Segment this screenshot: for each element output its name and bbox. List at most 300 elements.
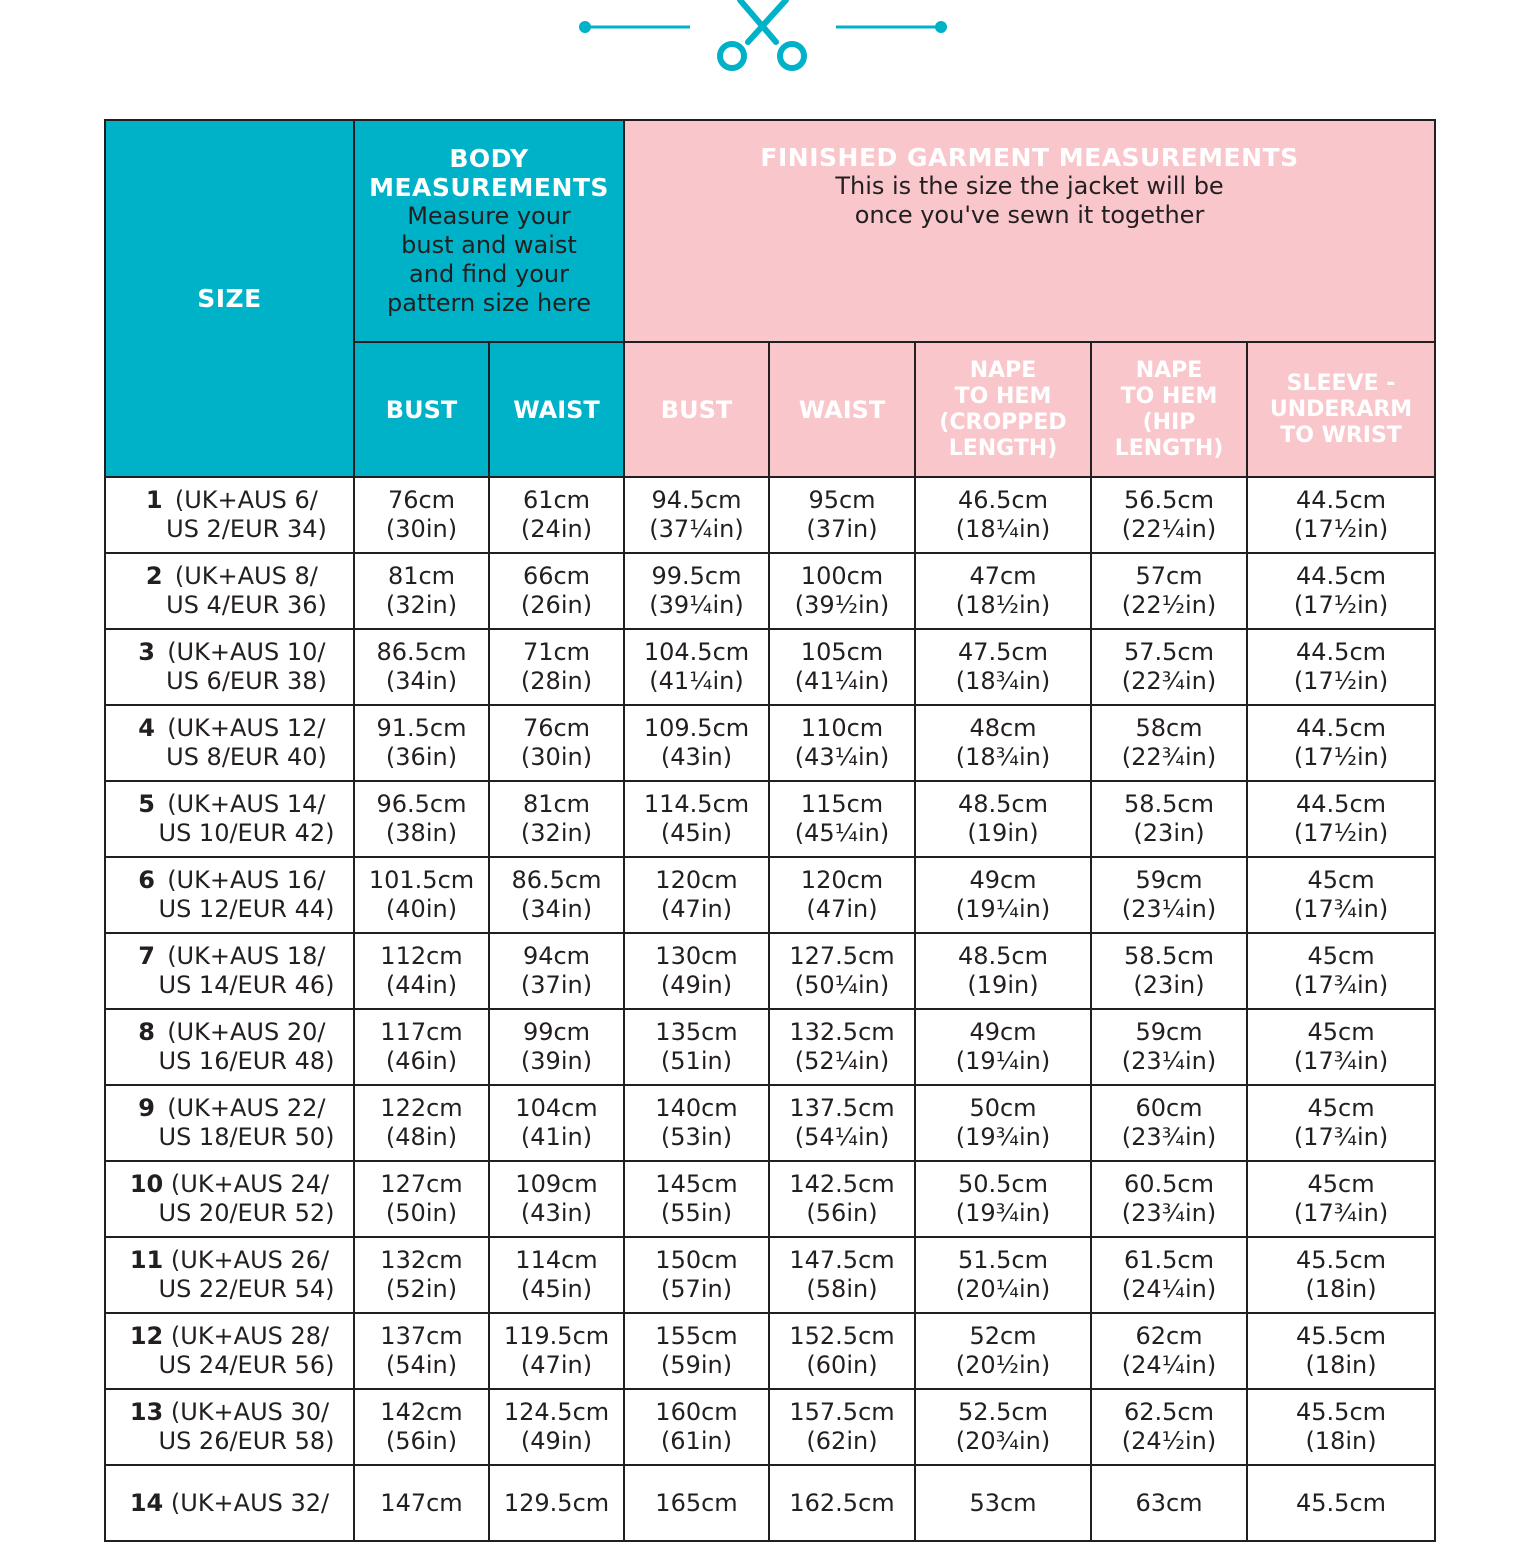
measurement-cell	[624, 477, 769, 553]
measurement-cm: 44.5cm	[1296, 638, 1387, 666]
measurement-cell	[1247, 629, 1435, 705]
measurement-inches: (54¼in)	[794, 1123, 890, 1151]
measurement-inches: (41in)	[520, 1123, 593, 1151]
measurement-cell	[354, 933, 489, 1009]
measurement-cm: 162.5cm	[789, 1488, 895, 1517]
measurement-inches: (41¼in)	[794, 667, 890, 695]
measurement-cell	[1247, 1009, 1435, 1085]
measurement-cell	[1247, 781, 1435, 857]
measurement-inches: (37¼in)	[649, 515, 744, 543]
size-cell	[105, 1313, 354, 1389]
measurement-cell	[769, 1313, 915, 1389]
measurement-cm: 49cm	[969, 1018, 1037, 1046]
measurement-inches: (23¼in)	[1121, 1047, 1217, 1075]
measurement-cell	[915, 477, 1091, 553]
size-number: 4	[138, 714, 155, 742]
measurement-cm: 52.5cm	[957, 1398, 1048, 1426]
measurement-cm: 91.5cm	[376, 714, 467, 742]
measurement-inches: (54in)	[385, 1351, 458, 1379]
measurement-inches: (17¾in)	[1293, 1123, 1389, 1151]
measurement-cm: 130cm	[655, 942, 738, 970]
measurement-inches: (20½in)	[955, 1351, 1051, 1379]
size-number: 7	[138, 942, 155, 970]
measurement-inches: (48in)	[385, 1123, 458, 1151]
measurement-cell	[1091, 1465, 1247, 1541]
size-cell	[105, 705, 354, 781]
measurement-cm: 45cm	[1307, 1094, 1375, 1122]
size-cell	[105, 1389, 354, 1465]
measurement-inches: (17½in)	[1293, 819, 1389, 847]
measurement-inches: (22¼in)	[1121, 515, 1217, 543]
measurement-cm: 127cm	[380, 1170, 463, 1198]
measurement-cm: 120cm	[655, 866, 738, 894]
measurement-cell	[354, 1085, 489, 1161]
measurement-cm: 81cm	[387, 562, 456, 590]
size-label-2: US 26/EUR 58)	[158, 1427, 335, 1455]
measurement-inches: (52in)	[385, 1275, 458, 1303]
measurement-cm: 109cm	[515, 1170, 598, 1198]
measurement-cm: 44.5cm	[1296, 790, 1387, 818]
size-number: 1	[145, 486, 163, 514]
measurement-cm: 137cm	[380, 1322, 463, 1350]
table-row	[105, 705, 1435, 781]
size-label-2: US 4/EUR 36)	[166, 591, 327, 619]
table-row	[105, 781, 1435, 857]
measurement-cm: 142cm	[380, 1398, 463, 1426]
measurement-inches: (57in)	[660, 1275, 733, 1303]
measurement-cell	[915, 1237, 1091, 1313]
measurement-cm: 127.5cm	[789, 942, 895, 970]
measurement-cell	[769, 477, 915, 553]
measurement-cell	[624, 705, 769, 781]
measurement-cell	[915, 781, 1091, 857]
measurement-cm: 86.5cm	[376, 638, 467, 666]
nape-hip-l4: LENGTH)	[1114, 435, 1224, 461]
measurement-cm: 86.5cm	[511, 866, 602, 894]
measurement-inches: (39¼in)	[649, 591, 744, 619]
size-label-2: US 2/EUR 34)	[166, 515, 327, 543]
measurement-cell	[1091, 629, 1247, 705]
size-label-1: (UK+AUS 26/	[170, 1246, 330, 1274]
measurement-cm: 44.5cm	[1296, 562, 1387, 590]
measurement-inches: (17¾in)	[1293, 1047, 1389, 1075]
measurement-cm: 56.5cm	[1123, 486, 1214, 514]
size-label-1: (UK+AUS 18/	[167, 942, 326, 970]
measurement-cell	[624, 1237, 769, 1313]
size-label-2: US 20/EUR 52)	[158, 1199, 335, 1227]
measurement-inches: (17¾in)	[1293, 971, 1389, 999]
measurement-inches: (17½in)	[1293, 591, 1389, 619]
measurement-cell	[489, 1085, 624, 1161]
measurement-inches: (59in)	[660, 1351, 733, 1379]
size-cell	[105, 857, 354, 933]
nape-cropped-l4: LENGTH)	[948, 435, 1058, 461]
measurement-cm: 142.5cm	[789, 1170, 895, 1198]
size-label-1: (UK+AUS 14/	[167, 790, 326, 818]
measurement-cm: 57cm	[1135, 562, 1203, 590]
measurement-inches: (61in)	[660, 1427, 733, 1455]
measurement-cm: 124.5cm	[503, 1398, 610, 1426]
measurement-cell	[915, 1389, 1091, 1465]
measurement-cm: 71cm	[522, 638, 591, 666]
size-label-1: (UK+AUS 28/	[170, 1322, 330, 1350]
measurement-inches: (46in)	[385, 1047, 458, 1075]
size-label-1: (UK+AUS 6/	[174, 486, 318, 514]
measurement-cm: 81cm	[522, 790, 591, 818]
measurement-inches: (19in)	[967, 971, 1039, 999]
measurement-cell	[1091, 857, 1247, 933]
measurement-cell	[624, 781, 769, 857]
measurement-inches: (40in)	[385, 895, 458, 923]
table-row	[105, 629, 1435, 705]
measurement-cm: 94cm	[522, 942, 591, 970]
body-waist-header: WAIST	[489, 342, 624, 477]
measurement-cell	[769, 933, 915, 1009]
measurement-inches: (23in)	[1133, 971, 1205, 999]
measurement-inches: (55in)	[660, 1199, 733, 1227]
measurement-cell	[354, 1389, 489, 1465]
size-number: 2	[145, 562, 163, 590]
measurement-cm: 76cm	[387, 486, 456, 514]
measurement-inches: (58in)	[806, 1275, 878, 1303]
measurement-cell	[915, 1009, 1091, 1085]
measurement-cell	[489, 705, 624, 781]
measurement-cell	[624, 1313, 769, 1389]
measurement-cm: 44.5cm	[1296, 486, 1387, 514]
size-label-2: US 18/EUR 50)	[158, 1123, 335, 1151]
finished-header-sub-2: once you've sewn it together	[854, 201, 1205, 229]
measurement-cm: 60.5cm	[1123, 1170, 1214, 1198]
measurement-cm: 57.5cm	[1123, 638, 1214, 666]
sleeve-l2: UNDERARM	[1269, 396, 1413, 422]
measurement-cm: 58.5cm	[1123, 790, 1214, 818]
size-cell	[105, 1085, 354, 1161]
measurement-cm: 132.5cm	[789, 1018, 895, 1046]
measurement-cell	[1091, 1313, 1247, 1389]
measurement-inches: (24in)	[520, 515, 593, 543]
measurement-cm: 147.5cm	[789, 1246, 895, 1274]
measurement-inches: (30in)	[385, 515, 458, 543]
measurement-inches: (60in)	[806, 1351, 878, 1379]
measurement-cell	[354, 1465, 489, 1541]
measurement-inches: (47in)	[520, 1351, 593, 1379]
nape-hip-l3: (HIP	[1142, 409, 1196, 435]
measurement-cell	[489, 857, 624, 933]
measurement-cell	[354, 705, 489, 781]
measurement-inches: (51in)	[660, 1047, 733, 1075]
body-header-title-1: BODY	[449, 144, 529, 173]
measurement-inches: (34in)	[385, 667, 458, 695]
measurement-cell	[489, 1389, 624, 1465]
size-label-2: US 14/EUR 46)	[158, 971, 335, 999]
measurement-cm: 117cm	[380, 1018, 463, 1046]
size-number: 11	[129, 1246, 164, 1274]
measurement-cm: 45.5cm	[1296, 1398, 1387, 1426]
measurement-cell	[489, 477, 624, 553]
measurement-inches: (32in)	[520, 819, 593, 847]
measurement-inches: (30in)	[520, 743, 593, 771]
measurement-inches: (17½in)	[1293, 743, 1389, 771]
measurement-cm: 101.5cm	[368, 866, 475, 894]
measurement-cell	[1247, 553, 1435, 629]
body-measurements-header	[354, 120, 624, 342]
measurement-cm: 48.5cm	[957, 942, 1048, 970]
measurement-cell	[915, 1161, 1091, 1237]
measurement-cell	[915, 933, 1091, 1009]
measurement-cell	[915, 857, 1091, 933]
nape-cropped-header	[915, 342, 1091, 477]
measurement-inches: (45in)	[660, 819, 733, 847]
size-cell	[105, 629, 354, 705]
table-row	[105, 477, 1435, 553]
measurement-inches: (62in)	[806, 1427, 878, 1455]
size-label-1: (UK+AUS 20/	[167, 1018, 326, 1046]
measurement-cm: 47.5cm	[957, 638, 1048, 666]
measurement-inches: (49in)	[520, 1427, 593, 1455]
measurement-cm: 50.5cm	[957, 1170, 1048, 1198]
measurement-cm: 129.5cm	[503, 1488, 610, 1517]
measurement-inches: (23¼in)	[1121, 895, 1217, 923]
measurement-inches: (49in)	[660, 971, 733, 999]
scissors-icon	[720, 0, 804, 68]
measurement-cm: 165cm	[655, 1488, 738, 1517]
measurement-cm: 48cm	[969, 714, 1037, 742]
measurement-cell	[1091, 781, 1247, 857]
measurement-cell	[1091, 933, 1247, 1009]
measurement-cell	[915, 1085, 1091, 1161]
measurement-cm: 145cm	[655, 1170, 738, 1198]
measurement-cell	[915, 629, 1091, 705]
measurement-cell	[489, 1465, 624, 1541]
measurement-cm: 53cm	[969, 1488, 1037, 1517]
measurement-cell	[1247, 1313, 1435, 1389]
measurement-cm: 45cm	[1307, 1170, 1375, 1198]
measurement-cell	[354, 857, 489, 933]
size-cell	[105, 1237, 354, 1313]
size-cell	[105, 477, 354, 553]
measurement-cm: 49cm	[969, 866, 1037, 894]
measurement-cell	[354, 1009, 489, 1085]
measurement-inches: (18½in)	[955, 591, 1051, 619]
measurement-inches: (43in)	[520, 1199, 593, 1227]
size-cell	[105, 1009, 354, 1085]
measurement-cm: 114cm	[515, 1246, 598, 1274]
measurement-inches: (24¼in)	[1121, 1275, 1217, 1303]
size-chart-body	[105, 477, 1435, 1541]
table-row	[105, 857, 1435, 933]
measurement-cell	[624, 629, 769, 705]
measurement-cm: 160cm	[655, 1398, 738, 1426]
size-label-2: US 6/EUR 38)	[166, 667, 327, 695]
measurement-inches: (47in)	[660, 895, 733, 923]
measurement-cell	[769, 1389, 915, 1465]
measurement-cell	[624, 1085, 769, 1161]
measurement-cell	[1247, 477, 1435, 553]
measurement-inches: (17¾in)	[1293, 1199, 1389, 1227]
measurement-cm: 51.5cm	[957, 1246, 1048, 1274]
measurement-cell	[915, 553, 1091, 629]
finished-garment-header	[624, 120, 1435, 342]
finished-bust-header: BUST	[624, 342, 769, 477]
size-cell	[105, 781, 354, 857]
measurement-inches: (52¼in)	[794, 1047, 890, 1075]
measurement-inches: (19¼in)	[955, 1047, 1051, 1075]
measurement-inches: (22½in)	[1121, 591, 1217, 619]
divider-dot-left	[579, 21, 591, 33]
measurement-inches: (37in)	[806, 515, 878, 543]
measurement-cell	[1091, 1085, 1247, 1161]
measurement-cell	[1247, 857, 1435, 933]
measurement-cm: 52cm	[969, 1322, 1037, 1350]
measurement-cm: 155cm	[655, 1322, 738, 1350]
table-row	[105, 1009, 1435, 1085]
measurement-cm: 150cm	[655, 1246, 738, 1274]
size-label-1: (UK+AUS 24/	[170, 1170, 330, 1198]
measurement-cm: 100cm	[800, 562, 884, 590]
nape-cropped-l1: NAPE	[969, 357, 1037, 383]
finished-header-sub-1: This is the size the jacket will be	[835, 172, 1224, 200]
size-number: 10	[129, 1170, 164, 1198]
measurement-inches: (43¼in)	[794, 743, 890, 771]
measurement-cell	[769, 1009, 915, 1085]
nape-cropped-l3: (CROPPED	[939, 409, 1067, 435]
measurement-cell	[1091, 1389, 1247, 1465]
measurement-inches: (23¾in)	[1121, 1199, 1217, 1227]
measurement-cell	[1247, 705, 1435, 781]
measurement-cell	[1247, 1237, 1435, 1313]
sleeve-l1: SLEEVE -	[1286, 370, 1396, 396]
sleeve-l3: TO WRIST	[1280, 422, 1402, 448]
table-row	[105, 1389, 1435, 1465]
size-number: 6	[138, 866, 155, 894]
measurement-cm: 137.5cm	[789, 1094, 895, 1122]
measurement-inches: (56in)	[385, 1427, 458, 1455]
body-header-title-2: MEASUREMENTS	[369, 173, 609, 202]
measurement-inches: (18in)	[1305, 1275, 1377, 1303]
measurement-inches: (20¼in)	[955, 1275, 1051, 1303]
measurement-cm: 135cm	[655, 1018, 738, 1046]
divider-dot-right	[935, 21, 947, 33]
measurement-cell	[769, 1085, 915, 1161]
body-bust-header: BUST	[354, 342, 489, 477]
measurement-cell	[769, 553, 915, 629]
measurement-cm: 110cm	[800, 714, 884, 742]
measurement-cm: 48.5cm	[957, 790, 1048, 818]
measurement-inches: (47in)	[806, 895, 878, 923]
measurement-inches: (50in)	[385, 1199, 458, 1227]
table-row	[105, 1237, 1435, 1313]
size-label-1: (UK+AUS 30/	[170, 1398, 330, 1426]
measurement-cell	[489, 933, 624, 1009]
measurement-cell	[769, 705, 915, 781]
measurement-inches: (38in)	[385, 819, 458, 847]
measurement-cell	[1091, 477, 1247, 553]
measurement-cell	[624, 1389, 769, 1465]
size-label-2: US 22/EUR 54)	[158, 1275, 335, 1303]
measurement-cm: 46.5cm	[957, 486, 1048, 514]
table-row	[105, 1085, 1435, 1161]
size-label-1: (UK+AUS 8/	[174, 562, 318, 590]
measurement-cm: 45cm	[1307, 866, 1375, 894]
size-number: 13	[129, 1398, 164, 1426]
measurement-inches: (36in)	[385, 743, 458, 771]
size-number: 5	[138, 790, 155, 818]
measurement-inches: (34in)	[520, 895, 593, 923]
size-number: 3	[138, 638, 155, 666]
measurement-cell	[1247, 933, 1435, 1009]
measurement-cm: 147cm	[380, 1488, 463, 1517]
measurement-cm: 104.5cm	[643, 638, 750, 666]
measurement-inches: (28in)	[520, 667, 593, 695]
measurement-cm: 115cm	[800, 790, 884, 818]
size-label-2: US 12/EUR 44)	[158, 895, 335, 923]
measurement-cm: 76cm	[522, 714, 591, 742]
measurement-cell	[489, 629, 624, 705]
measurement-cell	[624, 553, 769, 629]
measurement-inches: (23¾in)	[1121, 1123, 1217, 1151]
measurement-cell	[769, 781, 915, 857]
size-label-1: (UK+AUS 10/	[167, 638, 326, 666]
measurement-cell	[1247, 1161, 1435, 1237]
measurement-inches: (19¾in)	[955, 1123, 1051, 1151]
measurement-cell	[1091, 1009, 1247, 1085]
measurement-cm: 58.5cm	[1123, 942, 1214, 970]
measurement-cell	[769, 857, 915, 933]
finished-header-title: FINISHED GARMENT MEASUREMENTS	[760, 143, 1299, 172]
measurement-cell	[354, 1161, 489, 1237]
size-label-2: US 16/EUR 48)	[158, 1047, 335, 1075]
body-header-sub-3: and find your	[409, 260, 569, 288]
measurement-inches: (41¼in)	[649, 667, 744, 695]
measurement-cm: 109.5cm	[643, 714, 750, 742]
measurement-cm: 59cm	[1135, 1018, 1203, 1046]
measurement-inches: (22¾in)	[1121, 743, 1217, 771]
measurement-inches: (23in)	[1133, 819, 1205, 847]
measurement-inches: (26in)	[520, 591, 593, 619]
measurement-cell	[915, 1465, 1091, 1541]
measurement-cell	[624, 1465, 769, 1541]
measurement-cm: 120cm	[800, 866, 884, 894]
size-cell	[105, 933, 354, 1009]
finished-waist-header: WAIST	[769, 342, 915, 477]
measurement-cell	[769, 1465, 915, 1541]
measurement-cm: 62.5cm	[1123, 1398, 1214, 1426]
size-number: 12	[129, 1322, 164, 1350]
measurement-cm: 45cm	[1307, 1018, 1375, 1046]
size-label-2: US 24/EUR 56)	[158, 1351, 335, 1379]
measurement-cell	[1247, 1389, 1435, 1465]
measurement-cell	[489, 1313, 624, 1389]
measurement-cm: 45.5cm	[1296, 1322, 1387, 1350]
measurement-cm: 152.5cm	[789, 1322, 895, 1350]
measurement-cell	[1091, 1237, 1247, 1313]
measurement-inches: (45¼in)	[794, 819, 890, 847]
size-label-1: (UK+AUS 22/	[167, 1094, 326, 1122]
measurement-cm: 95cm	[808, 486, 876, 514]
size-cell	[105, 1465, 354, 1541]
table-row	[105, 553, 1435, 629]
size-number: 8	[138, 1018, 155, 1046]
measurement-inches: (18in)	[1305, 1351, 1377, 1379]
measurement-cm: 47cm	[969, 562, 1037, 590]
measurement-cm: 45.5cm	[1296, 1246, 1387, 1274]
measurement-cell	[915, 705, 1091, 781]
size-label-1: (UK+AUS 12/	[167, 714, 326, 742]
measurement-cell	[489, 553, 624, 629]
nape-hip-l2: TO HEM	[1120, 383, 1218, 409]
scissors-divider	[0, 0, 1537, 90]
measurement-cm: 63cm	[1135, 1488, 1203, 1517]
